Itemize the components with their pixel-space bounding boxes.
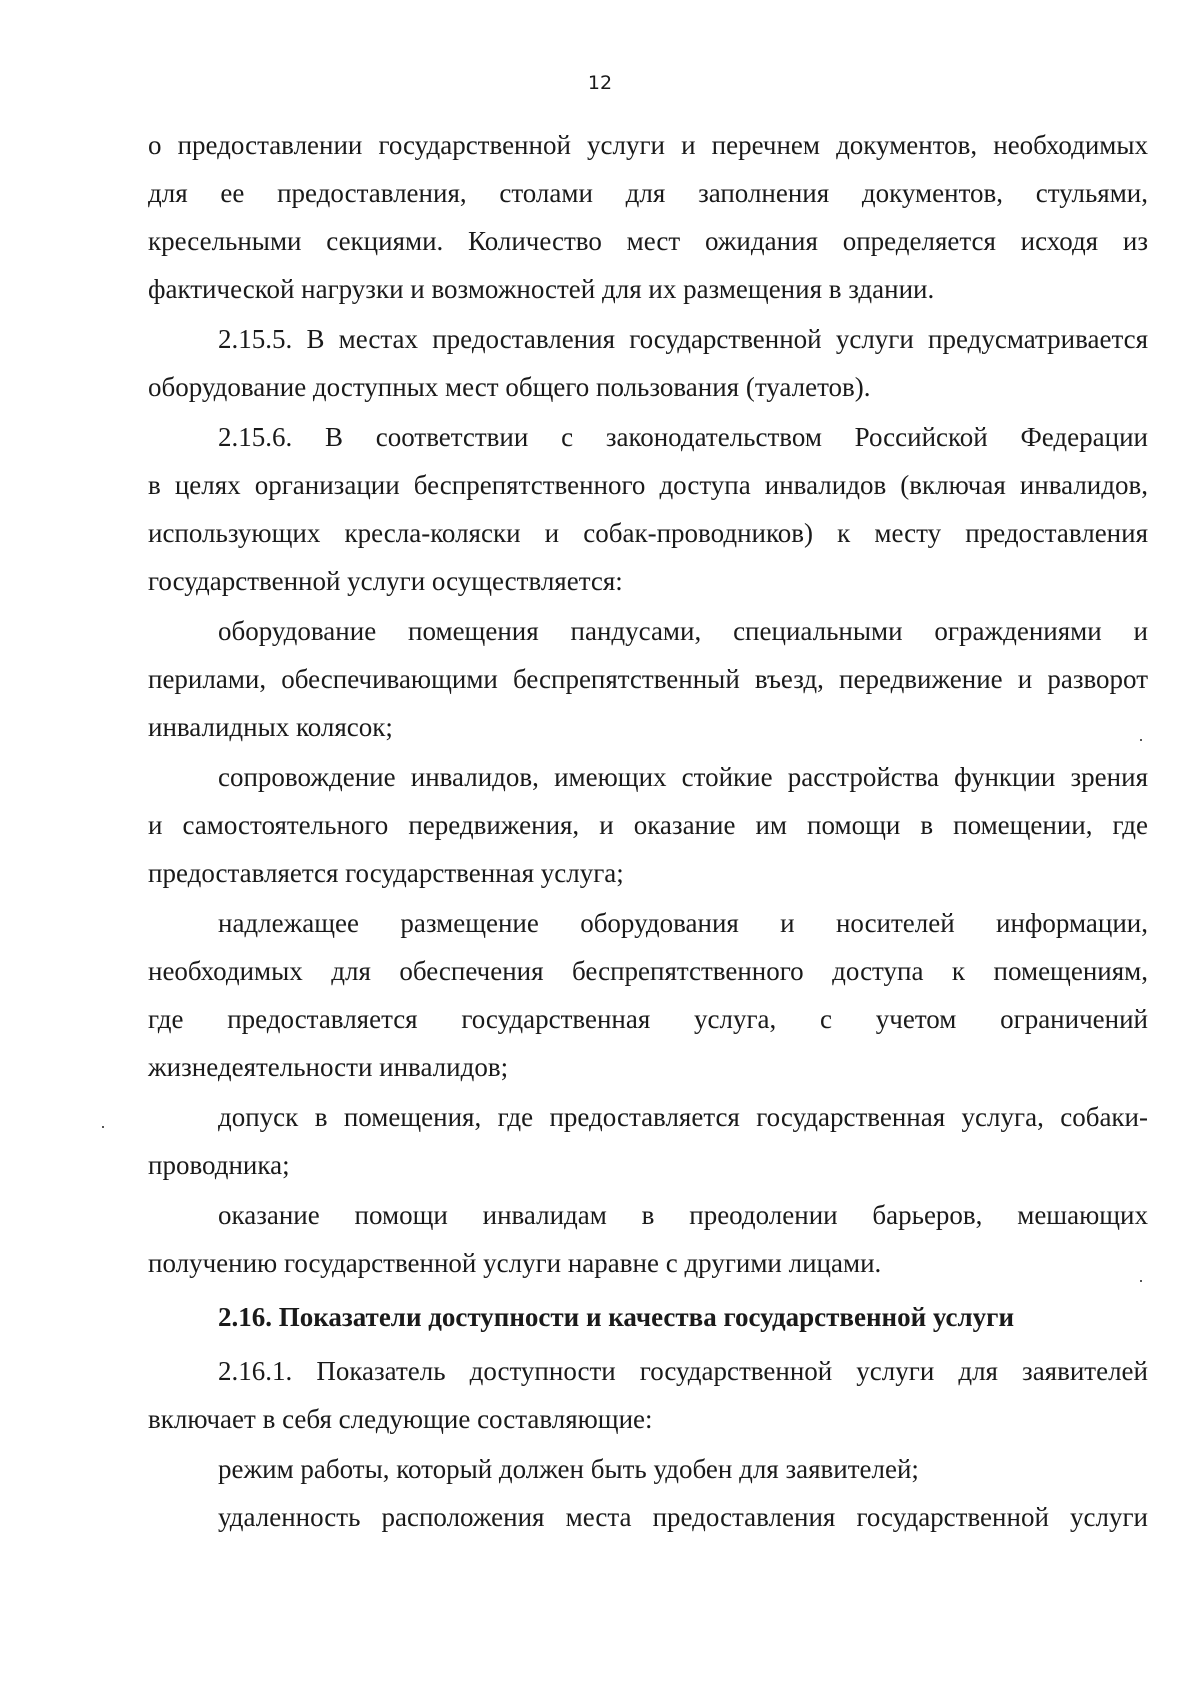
paragraph-line: о предоставлении государственной услуги и перечнем документов, необходимых	[148, 130, 1148, 160]
scan-speck	[1140, 1280, 1142, 1282]
paragraph-line: режим работы, который должен быть удобен для заявителей;	[218, 1454, 919, 1484]
paragraph-line: оборудование доступных мест общего пользования (туалетов).	[148, 372, 871, 402]
paragraph-line: допуск в помещения, где предоставляется государственная услуга, собаки-	[218, 1102, 1148, 1132]
paragraph-line: оборудование помещения пандусами, специальными ограждениями и	[218, 616, 1148, 646]
paragraph-line: проводника;	[148, 1150, 290, 1180]
paragraph-line: инвалидных колясок;	[148, 712, 393, 742]
paragraph-line: сопровождение инвалидов, имеющих стойкие расстройства функции зрения	[218, 762, 1148, 792]
paragraph-line: включает в себя следующие составляющие:	[148, 1404, 653, 1434]
paragraph-line: оказание помощи инвалидам в преодолении барьеров, мешающих	[218, 1200, 1148, 1230]
paragraph-line: для ее предоставления, столами для заполнения документов, стульями,	[148, 178, 1148, 208]
paragraph-line: фактической нагрузки и возможностей для их размещения в здании.	[148, 274, 935, 304]
paragraph-line: государственной услуги осуществляется:	[148, 566, 623, 596]
paragraph-line: кресельными секциями. Количество мест ожидания определяется исходя из	[148, 226, 1148, 256]
scan-speck	[102, 1126, 104, 1128]
paragraph-line: удаленность расположения места предоставления государственной услуги	[218, 1502, 1148, 1532]
section-heading: 2.16. Показатели доступности и качества государственной услуги	[218, 1302, 1014, 1332]
paragraph-line: необходимых для обеспечения беспрепятственного доступа к помещениям,	[148, 956, 1148, 986]
paragraph-line: получению государственной услуги наравне с другими лицами.	[148, 1248, 882, 1278]
paragraph-line: предоставляется государственная услуга;	[148, 858, 624, 888]
paragraph-line: перилами, обеспечивающими беспрепятственный въезд, передвижение и разворот	[148, 664, 1148, 694]
paragraph-line: и самостоятельного передвижения, и оказание им помощи в помещении, где	[148, 810, 1148, 840]
paragraph-line: 2.15.5. В местах предоставления государственной услуги предусматривается	[218, 324, 1148, 354]
paragraph-line: в целях организации беспрепятственного доступа инвалидов (включая инвалидов,	[148, 470, 1148, 500]
paragraph-line: жизнедеятельности инвалидов;	[148, 1052, 509, 1082]
paragraph-line: надлежащее размещение оборудования и носителей информации,	[218, 908, 1148, 938]
paragraph-line: где предоставляется государственная услуга, с учетом ограничений	[148, 1004, 1148, 1034]
paragraph-line: 2.16.1. Показатель доступности государственной услуги для заявителей	[218, 1356, 1148, 1386]
paragraph-line: использующих кресла-коляски и собак-проводников) к месту предоставления	[148, 518, 1148, 548]
paragraph-line: 2.15.6. В соответствии с законодательством Российской Федерации	[218, 422, 1148, 452]
page-number: 12	[587, 72, 613, 94]
scan-speck	[1140, 739, 1142, 741]
